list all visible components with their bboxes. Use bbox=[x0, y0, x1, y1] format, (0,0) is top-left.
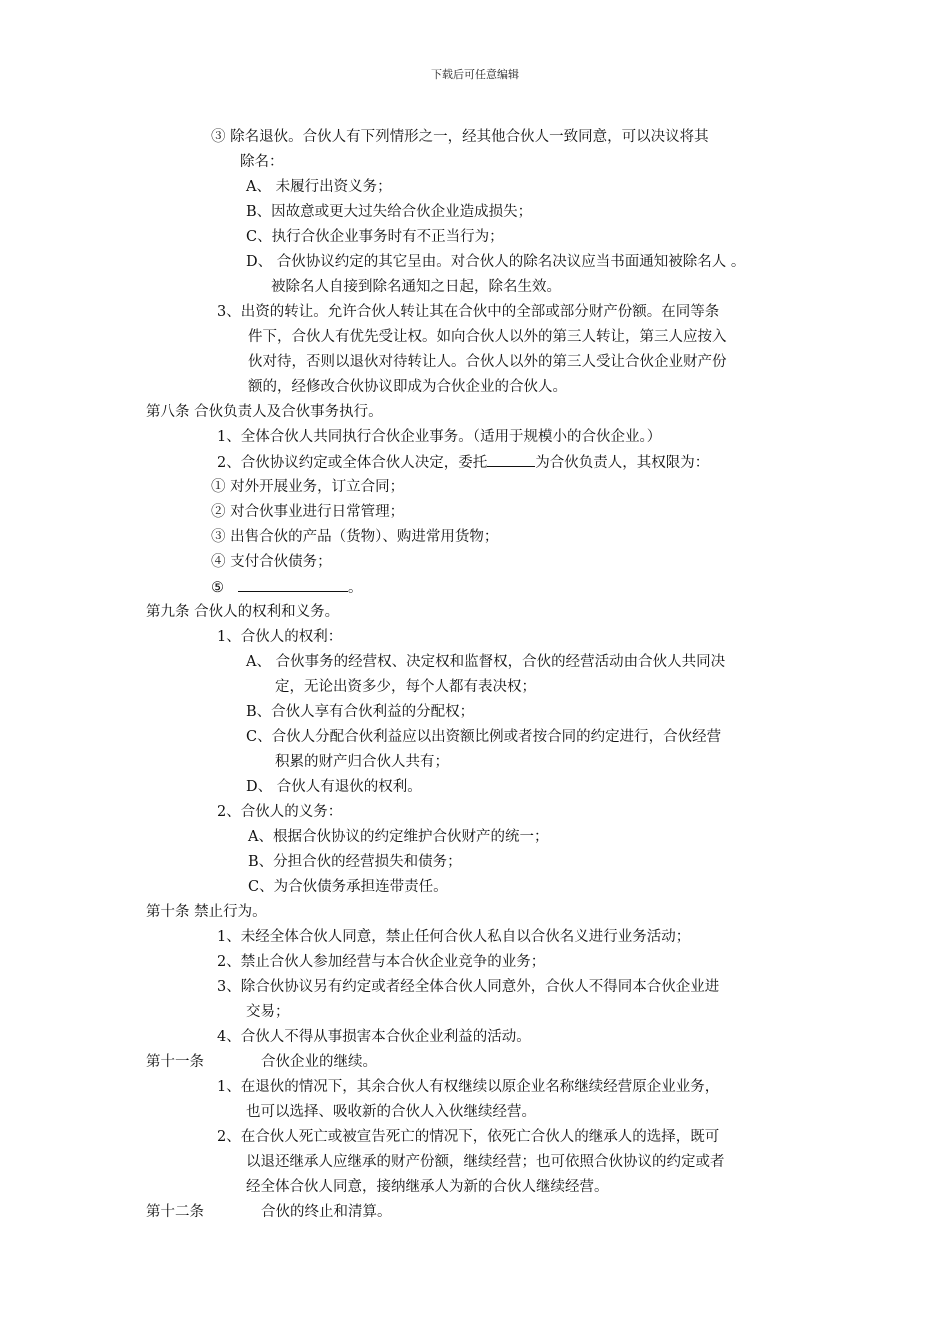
text-line: 定，无论出资多少，每个人都有表决权； bbox=[275, 679, 536, 695]
text-line: A、根据合伙协议的约定维护合伙财产的统一； bbox=[248, 829, 549, 845]
article-heading: 第十条 禁止行为。 bbox=[146, 904, 267, 920]
text-line: ① 对外开展业务，订立合同； bbox=[211, 479, 405, 495]
article-title: 合伙企业的继续。 bbox=[261, 1054, 377, 1070]
delegation-text-end: 为合伙负责人，其权限为： bbox=[535, 455, 710, 471]
article-heading: 第十一条 bbox=[146, 1054, 204, 1070]
text-line: 也可以选择、吸收新的合伙人入伙继续经营。 bbox=[246, 1104, 536, 1120]
text-line: 2、在合伙人死亡或被宣告死亡的情况下，依死亡合伙人的继承人的选择，既可 bbox=[217, 1129, 720, 1145]
text-line: B、因故意或更大过失给合伙企业造成损失； bbox=[246, 204, 533, 220]
text-line: 3、除合伙协议另有约定或者经全体合伙人同意外，合伙人不得同本合伙企业进 bbox=[217, 979, 720, 995]
text-line: 1、全体合伙人共同执行合伙企业事务。（适用于规模小的合伙企业。） bbox=[217, 429, 662, 445]
text-line: 交易； bbox=[246, 1004, 290, 1020]
text-line: C、为合伙债务承担连带责任。 bbox=[248, 879, 448, 895]
text-line: 2、合伙人的义务： bbox=[217, 804, 343, 820]
text-line: B、分担合伙的经营损失和债务； bbox=[248, 854, 462, 870]
text-line: ③ 除名退伙。合伙人有下列情形之一，经其他合伙人一致同意，可以决议将其 bbox=[211, 129, 709, 145]
text-line: C、执行合伙企业事务时有不正当行为； bbox=[246, 229, 504, 245]
page-header: 下载后可任意编辑 bbox=[431, 68, 519, 81]
text-line: B、合伙人享有合伙利益的分配权； bbox=[246, 704, 475, 720]
text-line: 被除名人自接到除名通知之日起，除名生效。 bbox=[271, 279, 561, 295]
text-line: 除名： bbox=[240, 154, 284, 170]
item-end: 。 bbox=[348, 580, 363, 596]
text-line: 件下，合伙人有优先受让权。如向合伙人以外的第三人转让，第三人应按入 bbox=[248, 329, 727, 345]
text-line: 伙对待，否则以退伙对待转让人。合伙人以外的第三人受让合伙企业财产份 bbox=[248, 354, 727, 370]
text-line: A、 合伙事务的经营权、决定权和监督权，合伙的经营活动由合伙人共同决 bbox=[246, 654, 726, 670]
text-line: A、 未履行出资义务； bbox=[246, 179, 392, 195]
text-line: 4、合伙人不得从事损害本合伙企业利益的活动。 bbox=[217, 1029, 531, 1045]
text-line: 3、出资的转让。允许合伙人转让其在合伙中的全部或部分财产份额。在同等条 bbox=[217, 304, 720, 320]
fill-in-blank bbox=[238, 577, 348, 592]
item-marker: ⑤ bbox=[211, 580, 224, 596]
text-line: 积累的财产归合伙人共有； bbox=[275, 754, 449, 770]
text-line: 1、合伙人的权利： bbox=[217, 629, 343, 645]
text-line: 2、禁止合伙人参加经营与本合伙企业竞争的业务； bbox=[217, 954, 546, 970]
text-line: D、 合伙协议约定的其它呈由。对合伙人的除名决议应当书面通知被除名人 。 bbox=[246, 254, 746, 270]
text-line: 以退还继承人应继承的财产份额，继续经营；也可依照合伙协议的约定或者 bbox=[246, 1154, 725, 1170]
article-title: 合伙的终止和清算。 bbox=[261, 1204, 392, 1220]
text-line: 1、未经全体合伙人同意，禁止任何合伙人私自以合伙名义进行业务活动； bbox=[217, 929, 691, 945]
article-heading: 第八条 合伙负责人及合伙事务执行。 bbox=[146, 404, 383, 420]
delegation-text-start: 2、合伙协议约定或全体合伙人决定，委托 bbox=[217, 455, 488, 471]
article-heading: 第十二条 bbox=[146, 1204, 204, 1220]
text-line: D、 合伙人有退伙的权利。 bbox=[246, 779, 422, 795]
fill-in-blank bbox=[487, 452, 535, 467]
text-line: ④ 支付合伙债务； bbox=[211, 554, 332, 570]
article-heading: 第九条 合伙人的权利和义务。 bbox=[146, 604, 340, 620]
text-line: 1、在退伙的情况下，其余合伙人有权继续以原企业名称继续经营原企业业务， bbox=[217, 1079, 720, 1095]
text-line: 额的，经修改合伙协议即成为合伙企业的合伙人。 bbox=[248, 379, 567, 395]
text-line: ③ 出售合伙的产品（货物）、购进常用货物； bbox=[211, 529, 499, 545]
text-line: ② 对合伙事业进行日常管理； bbox=[211, 504, 405, 520]
text-line: C、合伙人分配合伙利益应以出资额比例或者按合同的约定进行，合伙经营 bbox=[246, 729, 722, 745]
text-line bbox=[211, 577, 363, 598]
text-line: 经全体合伙人同意，接纳继承人为新的合伙人继续经营。 bbox=[246, 1179, 609, 1195]
text-line bbox=[217, 452, 709, 473]
